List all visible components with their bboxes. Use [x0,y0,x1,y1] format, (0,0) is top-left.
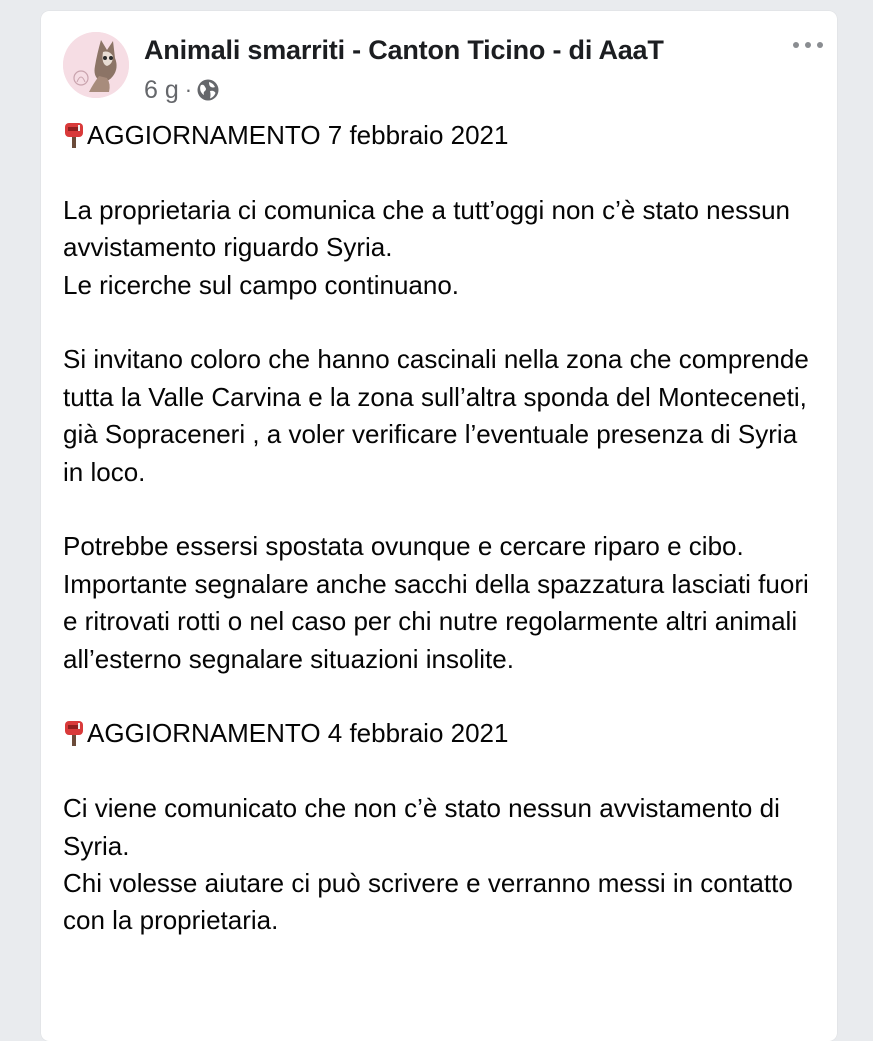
globe-icon[interactable] [196,78,220,102]
post-card [41,11,837,1041]
paragraph: Potrebbe essersi spostata ovunque e cercare riparo e cibo. [63,531,744,562]
mailbox-icon [63,719,85,747]
update-heading-text: AGGIORNAMENTO 7 febbraio 2021 [87,120,509,150]
paragraph: Si invitano coloro che hanno cascinali nella zona che comprende tutta la Valle Carvina e la zona sull’altra sponda del Monteceneti, già Sopraceneri , a voler verificare l’eventuale presenza di Syria in loco. [63,344,809,487]
meta-separator: · [184,77,193,102]
update-heading-text: AGGIORNAMENTO 4 febbraio 2021 [87,718,509,749]
cat-avatar-icon [63,32,129,98]
post-meta [144,75,220,105]
page-avatar[interactable] [63,32,129,98]
mailbox-icon [63,121,85,149]
paragraph: La proprietaria ci comunica che a tutt’oggi non c’è stato nessun avvistamento riguardo Syria. [63,194,790,263]
post-timestamp[interactable]: 6 g [144,75,179,104]
page-name-link[interactable]: Animali smarriti - Canton Ticino - di AaaT [144,35,664,65]
post-text [63,117,823,940]
paragraph: Le ricerche sul campo continuano. [63,269,460,300]
paragraph: Importante segnalare anche sacchi della spazzatura lasciati fuori e ritrovati rotti o nel caso per chi nutre regolarmente altri animali all’esterno segnalare situazioni insolite. [63,568,809,674]
more-options-button[interactable] [793,39,823,51]
update-heading [63,715,823,752]
update-heading [63,117,823,154]
more-horizontal-icon [793,42,799,48]
paragraph: Ci viene comunicato che non c’è stato nessun avvistamento di Syria. [63,793,780,861]
paragraph: Chi volesse aiutare ci può scrivere e verranno messi in contatto con la proprietaria. [63,868,793,936]
